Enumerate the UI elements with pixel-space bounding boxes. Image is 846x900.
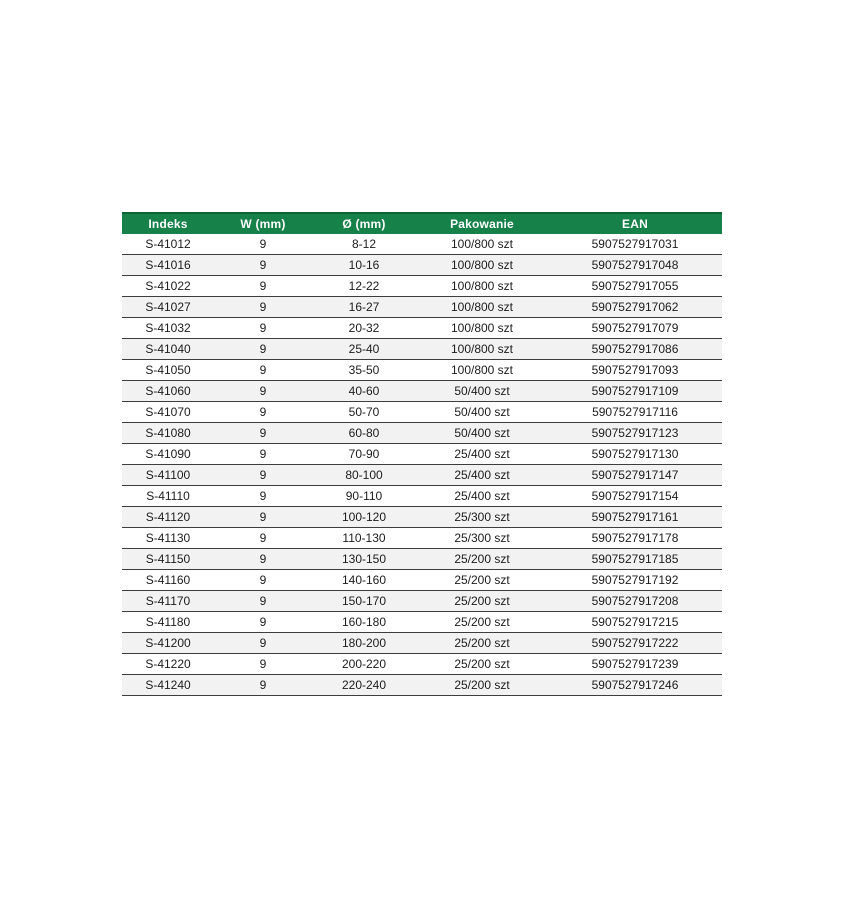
cell-diameter-mm: 90-110: [312, 486, 416, 507]
table-row: [122, 570, 722, 591]
cell-w-mm: 9: [214, 402, 312, 423]
cell-pakowanie: 25/400 szt: [416, 465, 548, 486]
cell-w-mm: 9: [214, 255, 312, 276]
cell-diameter-mm: 130-150: [312, 549, 416, 570]
table-body: [122, 234, 722, 696]
cell-ean: 5907527917123: [548, 423, 722, 444]
table-row: [122, 507, 722, 528]
cell-indeks: S-41060: [122, 381, 214, 402]
table-row: [122, 549, 722, 570]
cell-ean: 5907527917246: [548, 675, 722, 696]
cell-indeks: S-41150: [122, 549, 214, 570]
cell-diameter-mm: 40-60: [312, 381, 416, 402]
cell-ean: 5907527917192: [548, 570, 722, 591]
cell-diameter-mm: 80-100: [312, 465, 416, 486]
cell-diameter-mm: 150-170: [312, 591, 416, 612]
cell-pakowanie: 100/800 szt: [416, 297, 548, 318]
table-row: [122, 465, 722, 486]
cell-pakowanie: 100/800 szt: [416, 360, 548, 381]
cell-pakowanie: 25/200 szt: [416, 570, 548, 591]
cell-diameter-mm: 100-120: [312, 507, 416, 528]
cell-diameter-mm: 12-22: [312, 276, 416, 297]
cell-pakowanie: 25/300 szt: [416, 507, 548, 528]
cell-pakowanie: 100/800 szt: [416, 318, 548, 339]
cell-ean: 5907527917147: [548, 465, 722, 486]
cell-w-mm: 9: [214, 549, 312, 570]
cell-w-mm: 9: [214, 444, 312, 465]
cell-pakowanie: 25/200 szt: [416, 612, 548, 633]
cell-w-mm: 9: [214, 423, 312, 444]
table-row: [122, 381, 722, 402]
cell-pakowanie: 25/200 szt: [416, 675, 548, 696]
cell-w-mm: 9: [214, 591, 312, 612]
cell-diameter-mm: 25-40: [312, 339, 416, 360]
cell-diameter-mm: 16-27: [312, 297, 416, 318]
cell-pakowanie: 25/400 szt: [416, 486, 548, 507]
cell-ean: 5907527917222: [548, 633, 722, 654]
cell-w-mm: 9: [214, 570, 312, 591]
cell-diameter-mm: 200-220: [312, 654, 416, 675]
cell-pakowanie: 25/200 szt: [416, 654, 548, 675]
cell-w-mm: 9: [214, 318, 312, 339]
table-row: [122, 339, 722, 360]
table-row: [122, 234, 722, 255]
cell-indeks: S-41070: [122, 402, 214, 423]
cell-indeks: S-41180: [122, 612, 214, 633]
cell-indeks: S-41160: [122, 570, 214, 591]
cell-diameter-mm: 180-200: [312, 633, 416, 654]
table-row: [122, 423, 722, 444]
cell-w-mm: 9: [214, 486, 312, 507]
table-row: [122, 612, 722, 633]
cell-ean: 5907527917062: [548, 297, 722, 318]
cell-w-mm: 9: [214, 339, 312, 360]
cell-ean: 5907527917215: [548, 612, 722, 633]
cell-indeks: S-41110: [122, 486, 214, 507]
cell-diameter-mm: 220-240: [312, 675, 416, 696]
cell-pakowanie: 25/400 szt: [416, 444, 548, 465]
cell-diameter-mm: 50-70: [312, 402, 416, 423]
cell-indeks: S-41120: [122, 507, 214, 528]
cell-w-mm: 9: [214, 633, 312, 654]
cell-indeks: S-41022: [122, 276, 214, 297]
cell-indeks: S-41032: [122, 318, 214, 339]
cell-ean: 5907527917109: [548, 381, 722, 402]
cell-ean: 5907527917208: [548, 591, 722, 612]
cell-indeks: S-41200: [122, 633, 214, 654]
cell-w-mm: 9: [214, 528, 312, 549]
cell-pakowanie: 50/400 szt: [416, 381, 548, 402]
column-header-ean: EAN: [548, 213, 722, 234]
cell-pakowanie: 25/200 szt: [416, 633, 548, 654]
table-row: [122, 276, 722, 297]
cell-diameter-mm: 8-12: [312, 234, 416, 255]
cell-ean: 5907527917239: [548, 654, 722, 675]
table-row: [122, 528, 722, 549]
cell-pakowanie: 100/800 szt: [416, 339, 548, 360]
cell-pakowanie: 25/200 szt: [416, 549, 548, 570]
product-spec-table: [122, 212, 722, 696]
cell-indeks: S-41090: [122, 444, 214, 465]
cell-w-mm: 9: [214, 612, 312, 633]
cell-w-mm: 9: [214, 465, 312, 486]
column-header-indeks: Indeks: [122, 213, 214, 234]
table-row: [122, 360, 722, 381]
cell-pakowanie: 100/800 szt: [416, 234, 548, 255]
cell-diameter-mm: 140-160: [312, 570, 416, 591]
cell-indeks: S-41220: [122, 654, 214, 675]
column-header-w-mm: W (mm): [214, 213, 312, 234]
cell-ean: 5907527917185: [548, 549, 722, 570]
cell-diameter-mm: 35-50: [312, 360, 416, 381]
cell-indeks: S-41080: [122, 423, 214, 444]
table-row: [122, 444, 722, 465]
cell-diameter-mm: 160-180: [312, 612, 416, 633]
cell-pakowanie: 25/300 szt: [416, 528, 548, 549]
cell-diameter-mm: 110-130: [312, 528, 416, 549]
cell-ean: 5907527917161: [548, 507, 722, 528]
cell-indeks: S-41016: [122, 255, 214, 276]
cell-w-mm: 9: [214, 234, 312, 255]
cell-ean: 5907527917031: [548, 234, 722, 255]
cell-indeks: S-41027: [122, 297, 214, 318]
cell-w-mm: 9: [214, 297, 312, 318]
cell-diameter-mm: 10-16: [312, 255, 416, 276]
cell-indeks: S-41170: [122, 591, 214, 612]
cell-pakowanie: 50/400 szt: [416, 423, 548, 444]
cell-ean: 5907527917055: [548, 276, 722, 297]
cell-indeks: S-41130: [122, 528, 214, 549]
cell-pakowanie: 100/800 szt: [416, 276, 548, 297]
cell-w-mm: 9: [214, 360, 312, 381]
table-row: [122, 654, 722, 675]
table-row: [122, 675, 722, 696]
cell-ean: 5907527917093: [548, 360, 722, 381]
cell-ean: 5907527917130: [548, 444, 722, 465]
cell-pakowanie: 25/200 szt: [416, 591, 548, 612]
table-row: [122, 633, 722, 654]
cell-indeks: S-41050: [122, 360, 214, 381]
table-row: [122, 318, 722, 339]
cell-indeks: S-41012: [122, 234, 214, 255]
cell-w-mm: 9: [214, 675, 312, 696]
cell-diameter-mm: 60-80: [312, 423, 416, 444]
cell-ean: 5907527917178: [548, 528, 722, 549]
table-row: [122, 402, 722, 423]
cell-ean: 5907527917079: [548, 318, 722, 339]
table-row: [122, 486, 722, 507]
cell-ean: 5907527917086: [548, 339, 722, 360]
table-row: [122, 255, 722, 276]
column-header-pakowanie: Pakowanie: [416, 213, 548, 234]
cell-pakowanie: 50/400 szt: [416, 402, 548, 423]
cell-w-mm: 9: [214, 381, 312, 402]
header-row: [122, 213, 722, 234]
cell-w-mm: 9: [214, 276, 312, 297]
cell-pakowanie: 100/800 szt: [416, 255, 548, 276]
cell-diameter-mm: 20-32: [312, 318, 416, 339]
cell-indeks: S-41240: [122, 675, 214, 696]
table-row: [122, 297, 722, 318]
cell-w-mm: 9: [214, 507, 312, 528]
cell-diameter-mm: 70-90: [312, 444, 416, 465]
cell-indeks: S-41100: [122, 465, 214, 486]
cell-ean: 5907527917048: [548, 255, 722, 276]
column-header-diameter-mm: Ø (mm): [312, 213, 416, 234]
cell-ean: 5907527917116: [548, 402, 722, 423]
cell-ean: 5907527917154: [548, 486, 722, 507]
table-row: [122, 591, 722, 612]
cell-w-mm: 9: [214, 654, 312, 675]
cell-indeks: S-41040: [122, 339, 214, 360]
